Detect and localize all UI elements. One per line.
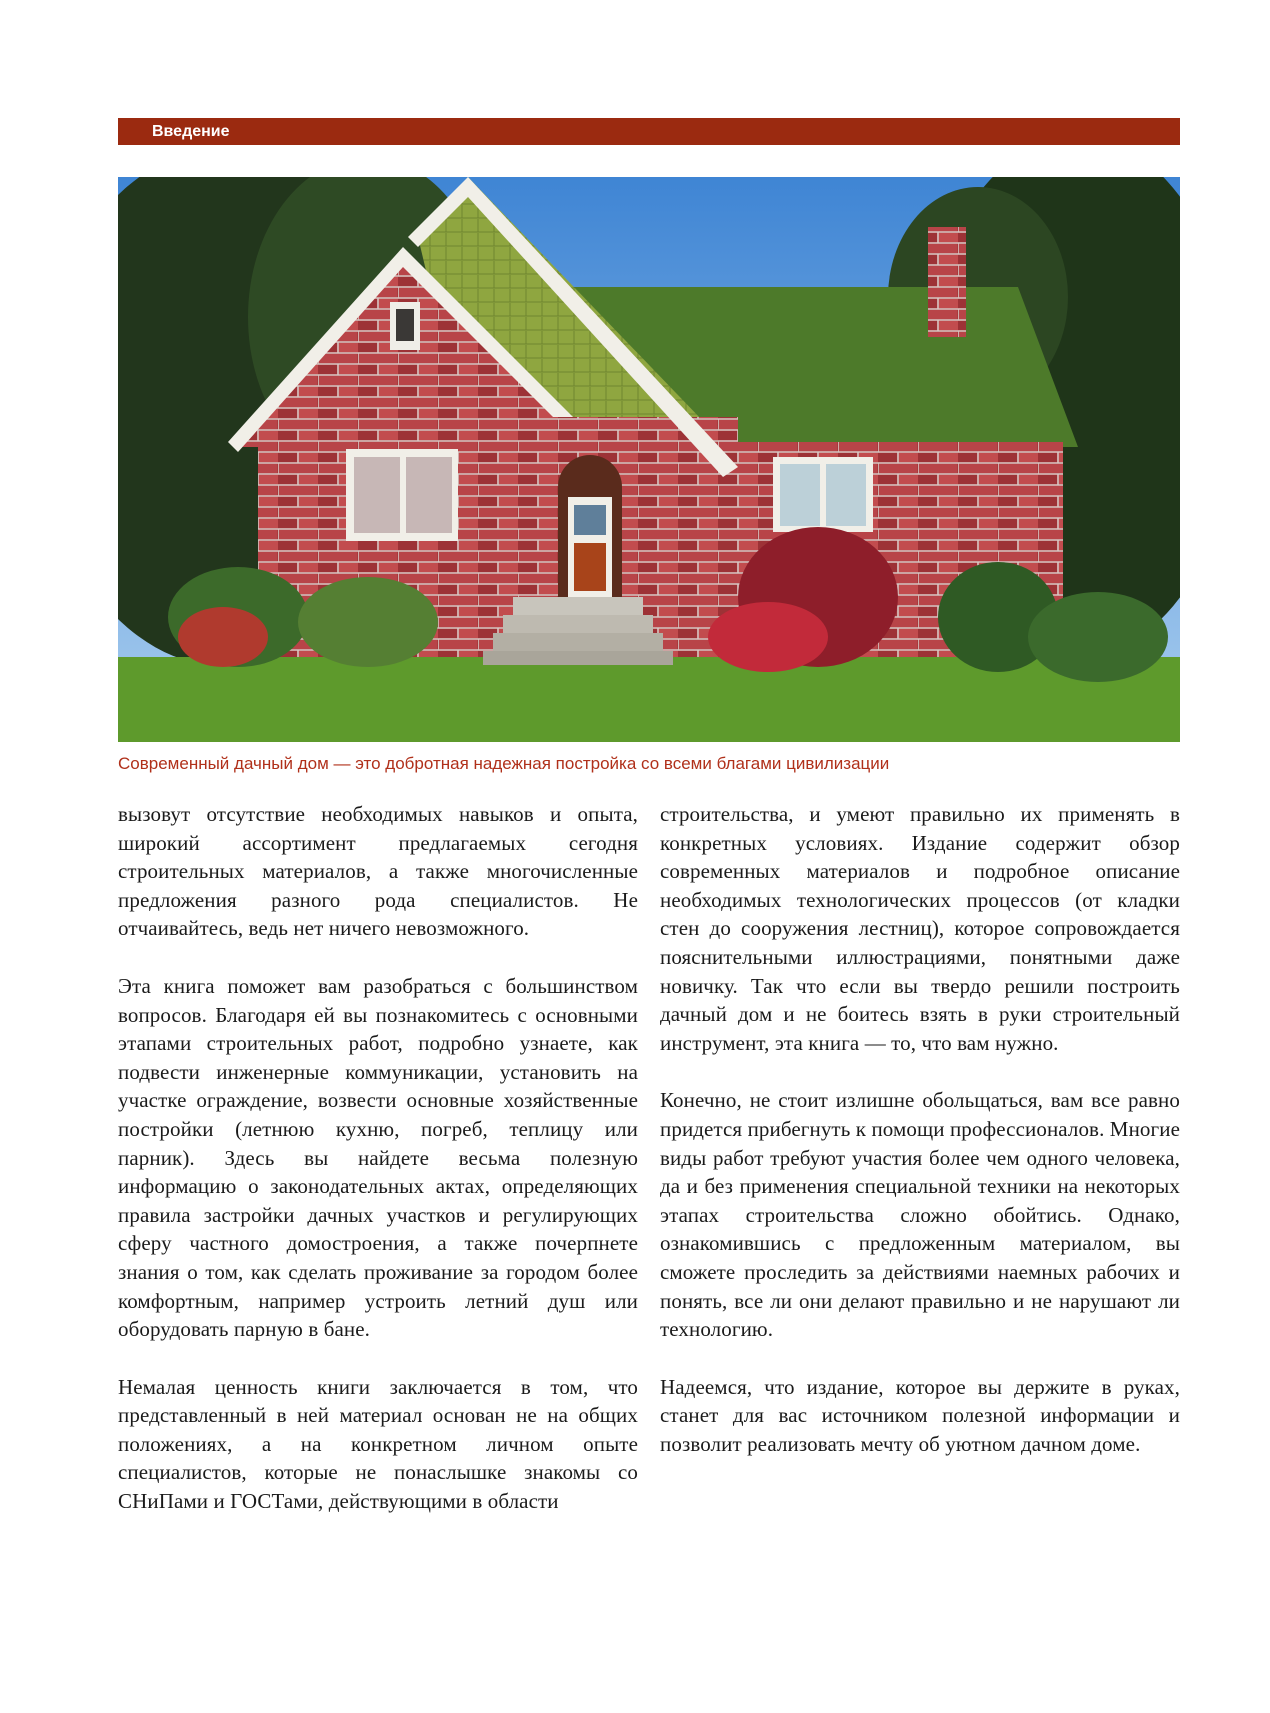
house-illustration (118, 177, 1180, 742)
section-title: Введение (152, 123, 230, 140)
figure-caption: Современный дачный дом — это добротная надежная постройка со всеми благами цивилизации (118, 754, 890, 773)
paragraph: Немалая ценность книги заключается в том, что представленный в ней материал основан не на общих положениях, а на конкретном личном опыте специалистов, которые не понаслышке знакомы со СНиПами и ГОСТами, действующими в области (118, 1374, 638, 1514)
section-header-bar (118, 118, 1180, 145)
text-column-right (660, 800, 1180, 1487)
paragraph: строительства, и умеют правильно их применять в конкретных условиях. Издание содержит обзор современных материалов и подробное описание необходимых технологических процессов (от кладки стен до сооружения лестниц), которое сопровождается пояснительными иллюстрациями, понятными даже новичку. Так что если вы твердо решили построить дачный дом и не боитесь взять в руки строительный инструмент, эта книга — то, что вам нужно. (660, 802, 1180, 1055)
paragraph: Надеемся, что издание, которое вы держите в руках, станет для вас источником полезной информации и позволит реализовать мечту об уютном дачном доме. (660, 1374, 1180, 1456)
paragraph: вызовут отсутствие необходимых навыков и опыта, широкий ассортимент предлагаемых сегодня строительных материалов, а также многочисленные предложения разного рода специалистов. Не отчаивайтесь, ведь нет ничего невозможного. (118, 802, 638, 941)
paragraph: Конечно, не стоит излишне обольщаться, вам все равно придется прибегнуть к помощи профессионалов. Многие виды работ требуют участия более чем одного человека, да и без применения специальной техники на некоторых этапах строительства сложно обойтись. Однако, ознакомившись с предложенным материалом, вы сможете проследить за действиями наемных рабочих и понять, все ли они делают правильно и не нарушают ли технологию. (660, 1088, 1180, 1342)
text-column-left (118, 800, 638, 1545)
house-photo (118, 177, 1180, 742)
paragraph: Эта книга поможет вам разобраться с большинством вопросов. Благодаря ей вы познакомитесь с основными этапами строительных работ, подробно узнаете, как подвести инженерные коммуникации, установить на участке ограждение, возвести основные хозяйственные постройки (летнюю кухню, погреб, теплицу или парник). Здесь вы найдете весьма полезную информацию о законодательных актах, определяющих правила застройки дачных участков и регулирующих сферу частного домостроения, а также почерпнете знания о том, как сделать проживание за городом более комфортным, например устроить летний душ или оборудовать парную в бане. (118, 973, 638, 1342)
